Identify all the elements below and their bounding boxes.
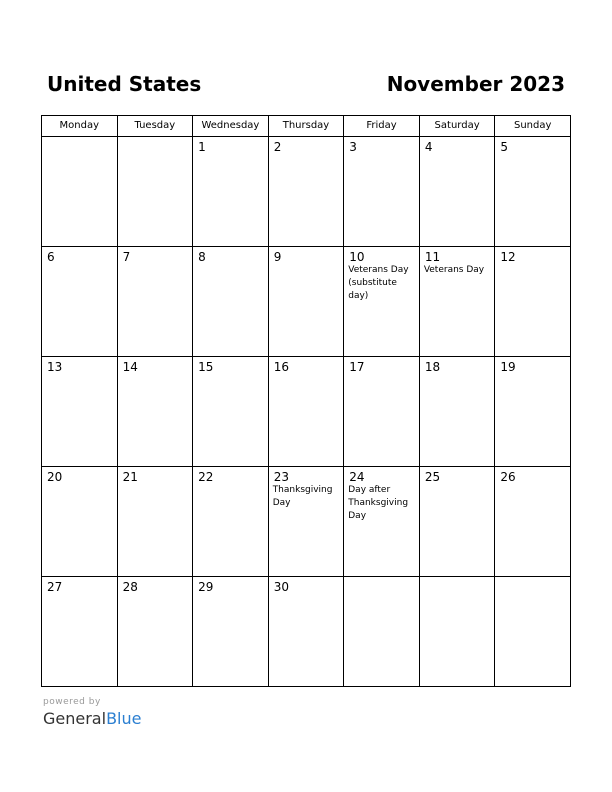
day-cell xyxy=(117,247,193,357)
day-number: 8 xyxy=(198,250,206,264)
powered-by-label: powered by xyxy=(43,697,101,707)
day-number: 5 xyxy=(500,140,509,154)
day-cell xyxy=(42,467,118,577)
footer-branding xyxy=(43,697,141,729)
day-number: 30 xyxy=(273,580,289,594)
week-row xyxy=(42,357,571,467)
month-year-title: November 2023 xyxy=(386,72,565,96)
brand-general-text: General xyxy=(43,709,107,728)
holiday-label: Veterans Day xyxy=(423,265,485,275)
day-number: 29 xyxy=(198,580,214,594)
day-cell xyxy=(268,137,344,247)
week-row xyxy=(42,577,571,687)
weekday-wednesday: Wednesday xyxy=(193,116,269,137)
day-number: 1 xyxy=(198,140,206,154)
day-number: 13 xyxy=(47,360,63,374)
holiday-label: Thanksgiving Day xyxy=(272,485,333,508)
day-number: 7 xyxy=(122,250,131,264)
day-cell xyxy=(419,577,495,687)
day-cell xyxy=(117,357,193,467)
day-cell xyxy=(344,357,420,467)
day-cell xyxy=(419,247,495,357)
day-number xyxy=(118,137,193,140)
day-cell xyxy=(268,247,344,357)
day-number: 23 xyxy=(273,470,289,484)
day-number: 9 xyxy=(273,250,282,264)
day-number: 18 xyxy=(424,360,441,374)
day-cell xyxy=(42,357,118,467)
day-number xyxy=(344,577,419,580)
day-cell xyxy=(193,577,269,687)
day-cell xyxy=(42,577,118,687)
day-cell xyxy=(42,247,118,357)
day-cell xyxy=(419,467,495,577)
weekday-thursday: Thursday xyxy=(268,116,344,137)
day-cell xyxy=(344,137,420,247)
day-number: 4 xyxy=(424,140,433,154)
week-row xyxy=(42,137,571,247)
day-cell xyxy=(193,467,269,577)
weekday-header xyxy=(42,116,571,137)
day-cell xyxy=(344,577,420,687)
day-cell xyxy=(193,137,269,247)
day-number: 2 xyxy=(273,140,282,154)
weekday-monday: Monday xyxy=(42,116,118,137)
week-row xyxy=(42,247,571,357)
day-cell xyxy=(268,577,344,687)
day-number: 20 xyxy=(47,470,63,484)
day-number: 10 xyxy=(349,250,365,264)
day-cell xyxy=(419,137,495,247)
country-title: United States xyxy=(47,72,202,96)
day-number: 28 xyxy=(122,580,138,594)
day-number: 21 xyxy=(122,470,138,484)
day-number: 11 xyxy=(424,250,441,264)
week-row xyxy=(42,467,571,577)
day-number: 25 xyxy=(424,470,441,484)
day-cell xyxy=(193,247,269,357)
calendar-grid xyxy=(41,115,571,687)
day-number: 26 xyxy=(500,470,516,484)
day-cell xyxy=(495,137,571,247)
day-cell xyxy=(419,357,495,467)
day-number: 17 xyxy=(349,360,365,374)
day-cell xyxy=(495,577,571,687)
day-number: 14 xyxy=(122,360,138,374)
day-cell xyxy=(117,577,193,687)
day-number: 22 xyxy=(198,470,214,484)
day-number xyxy=(42,137,117,140)
day-number: 6 xyxy=(47,250,55,264)
day-number xyxy=(420,577,495,580)
day-cell xyxy=(117,467,193,577)
day-number: 16 xyxy=(273,360,289,374)
day-number: 19 xyxy=(500,360,516,374)
day-number: 15 xyxy=(198,360,214,374)
day-cell xyxy=(495,467,571,577)
day-number: 24 xyxy=(349,470,365,484)
day-cell xyxy=(344,467,420,577)
weekday-saturday: Saturday xyxy=(419,116,495,137)
day-number xyxy=(495,577,570,580)
day-cell xyxy=(495,357,571,467)
day-cell xyxy=(193,357,269,467)
day-number: 27 xyxy=(47,580,63,594)
day-cell xyxy=(42,137,118,247)
generalblue-logo[interactable] xyxy=(43,709,141,729)
weekday-tuesday: Tuesday xyxy=(117,116,193,137)
holiday-label: Veterans Day (substitute day) xyxy=(348,265,409,301)
day-cell xyxy=(268,357,344,467)
day-cell xyxy=(117,137,193,247)
day-cell xyxy=(344,247,420,357)
day-number: 12 xyxy=(500,250,516,264)
day-number: 3 xyxy=(349,140,357,154)
day-cell xyxy=(268,467,344,577)
holiday-label: Day after Thanksgiving Day xyxy=(348,485,409,521)
weekday-friday: Friday xyxy=(344,116,420,137)
weekday-sunday: Sunday xyxy=(495,116,571,137)
day-cell xyxy=(495,247,571,357)
brand-blue-text: Blue xyxy=(106,709,142,728)
